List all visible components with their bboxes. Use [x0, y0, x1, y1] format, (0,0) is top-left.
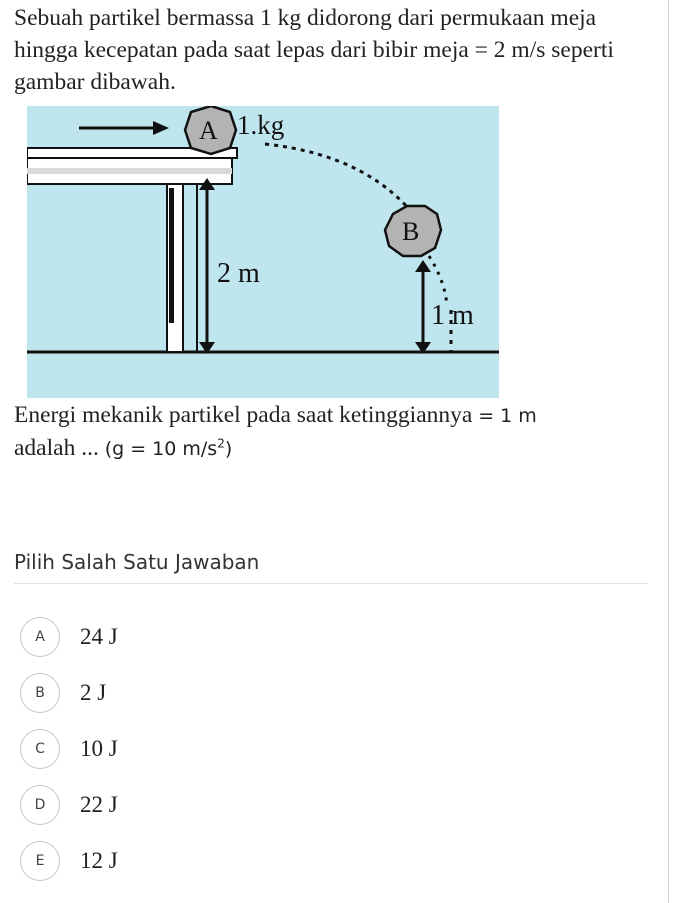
option-d-badge[interactable]: D [20, 785, 60, 825]
option-b-text: 2 J [80, 680, 107, 705]
option-b-badge[interactable]: B [20, 673, 60, 713]
option-c-text: 10 J [80, 736, 118, 761]
option-a[interactable] [20, 614, 320, 660]
gravity-value: (g = 10 m/s [104, 438, 218, 460]
option-e-badge[interactable]: E [20, 841, 60, 881]
table-shade [27, 168, 232, 174]
option-a-text: 24 J [80, 624, 118, 649]
gravity-close: ) [224, 438, 233, 460]
option-d-text: 22 J [80, 792, 118, 817]
ball-a-label: A [199, 116, 218, 145]
mass-label: 1.kg [237, 110, 285, 140]
ball-b-label: B [402, 217, 420, 246]
right-divider [668, 0, 669, 903]
option-a-badge[interactable]: A [20, 617, 60, 657]
height-2m-label: 2 m [217, 258, 260, 289]
gravity-note [105, 438, 233, 460]
question-text: Sebuah partikel bermassa 1 kg didorong dari permukaan meja hingga kecepatan pada saat lepas dari bibir meja = 2 m/s seperti gambar dibawah. [14, 5, 614, 95]
option-d[interactable] [20, 782, 320, 828]
option-b[interactable] [20, 670, 320, 716]
question-prompt-end: adalah ... [14, 435, 105, 461]
gravity-exponent: 2 [217, 436, 225, 451]
physics-figure [27, 106, 499, 398]
height-1m-label: 1 m [431, 300, 474, 331]
option-c[interactable] [20, 726, 320, 772]
question-prompt [14, 399, 654, 465]
option-e[interactable] [20, 838, 320, 884]
answer-section-title: Pilih Salah Satu Jawaban [14, 550, 260, 574]
question-prompt-main: Energi mekanik partikel pada saat ketinggiannya [14, 402, 473, 428]
option-e-text: 12 J [80, 848, 118, 873]
question-height-value: = 1 m [478, 405, 537, 427]
option-c-badge[interactable]: C [20, 729, 60, 769]
section-divider [14, 583, 648, 584]
figure-illustration [27, 106, 499, 398]
table-leg-shadow [169, 188, 174, 323]
